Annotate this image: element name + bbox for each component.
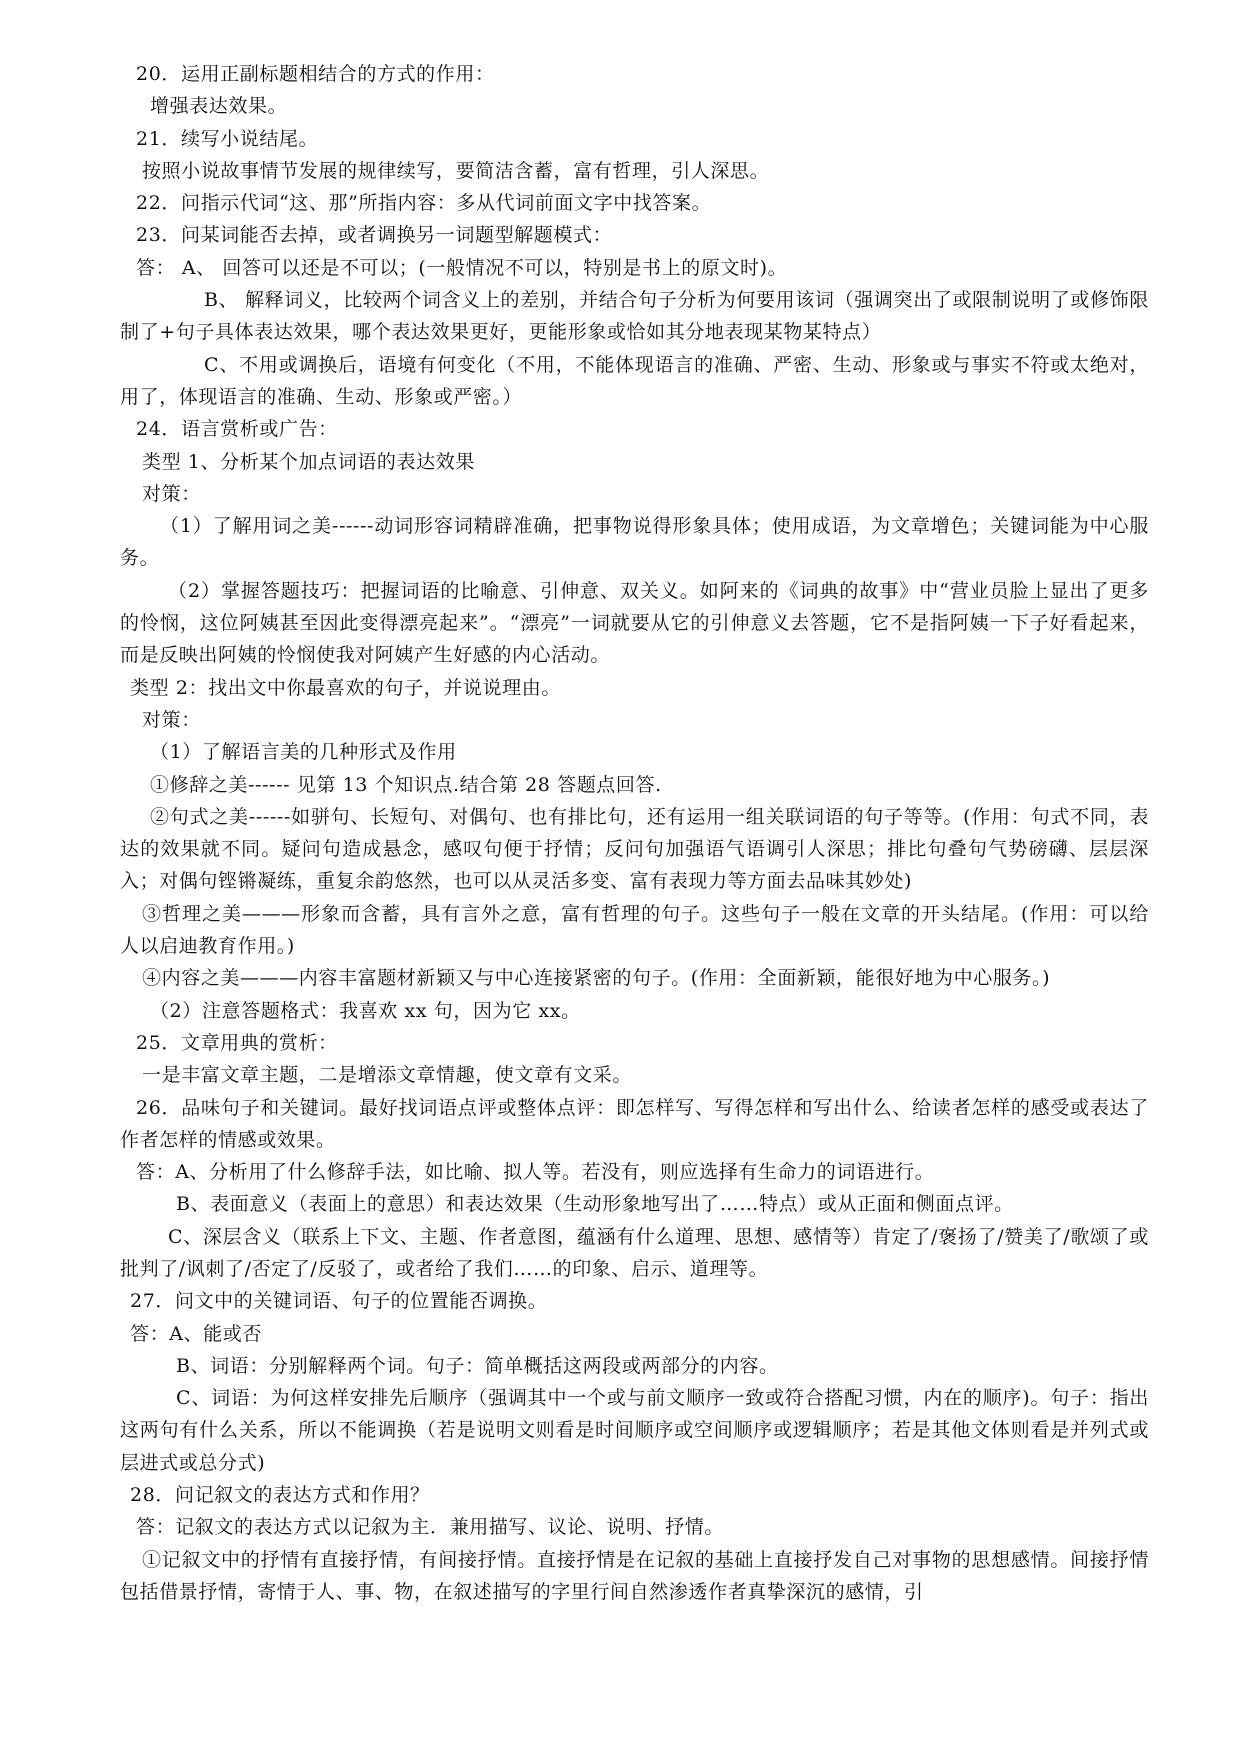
q20-answer: 增强表达效果。	[150, 95, 288, 118]
q24-type2-rhetoric: ①修辞之美------ 见第 13 个知识点.结合第 28 答题点回答.	[150, 773, 662, 796]
q25-heading: 25．文章用典的赏析：	[136, 1031, 338, 1054]
q27-answer-c: C、词语：为何这样安排先后顺序（强调其中一个或与前文顺序一致或符合搭配习惯，内在的顺序)。句子：指出这两句有什么关系，所以不能调换（若是说明文则看是时间顺序或空间顺序或逻辑顺序；若是其他文体则看是并列式或层进式或总分式)	[120, 1387, 1149, 1474]
q27-heading: 27．问文中的关键词语、句子的位置能否调换。	[130, 1290, 548, 1313]
q24-type2: 类型 2：找出文中你最喜欢的句子，并说说理由。	[130, 676, 561, 699]
q23-answer-a: 答： A、 回答可以还是不可以；(一般情况不可以，特别是书上的原文时)。	[136, 256, 788, 279]
q24-type2-strategy: 对策：	[142, 708, 201, 731]
q25-answer: 一是丰富文章主题，二是增添文章情趣，使文章有文采。	[142, 1064, 633, 1087]
q26-answer-c: C、深层含义（联系上下文、主题、作者意图，蕴涵有什么道理、思想、感情等）肯定了/褒扬了/赞美了/歌颂了或批判了/讽刺了/否定了/反驳了，或者给了我们……的印象、启示、道理等。	[120, 1225, 1149, 1280]
q26-answer-b: B、表面意义（表面上的意思）和表达效果（生动形象地写出了……特点）或从正面和侧面点评。	[176, 1193, 1014, 1216]
q24-type2-philosophy: ③哲理之美———形象而含蓄，具有言外之意，富有哲理的句子。这些句子一般在文章的开头结尾。(作用：可以给人以启迪教育作用。)	[120, 902, 1149, 958]
q24-type1-point2: （2）掌握答题技巧：把握词语的比喻意、引伸意、双关义。如阿来的《词典的故事》中“营业员脸上显出了更多的怜悯，这位阿姨甚至因此变得漂亮起来”。“漂亮”一词就要从它的引伸意义去答题，它不是指阿姨一下子好看起来，而是反映出阿姨的怜悯使我对阿姨产生好感的内心活动。	[120, 579, 1149, 667]
q24-type2-point1: （1）了解语言美的几种形式及作用	[150, 741, 457, 764]
q24-type2-content: ④内容之美———内容丰富题材新颖又与中心连接紧密的句子。(作用：全面新颖，能很好地为中心服务。)	[142, 967, 1051, 990]
q24-type1-point1: （1）了解用词之美------动词形容词精辟准确，把事物说得形象具体；使用成语，为文章增色；关键词能为中心服务。	[120, 515, 1149, 570]
q23-answer-b: B、 解释词义，比较两个词含义上的差别，并结合句子分析为何要用该词（强调突出了或限制说明了或修饰限制了+句子具体表达效果，哪个表达效果更好，更能形象或恰如其分地表现某物某特点）	[120, 289, 1149, 344]
q28-answer: 答：记叙文的表达方式以记叙为主．兼用描写、议论、说明、抒情。	[136, 1516, 725, 1539]
q24-type2-sentence: ②句式之美------如骈句、长短句、对偶句、也有排比句，还有运用一组关联词语的句子等等。(作用：句式不同，表达的效果就不同。疑问句造成悬念，感叹句便于抒情；反问句加强语气语调引人深思；排比句叠句气势磅礴、层层深入；对偶句铿锵凝练，重复余韵悠然，也可以从灵活多变、富有表现力等方面去品味其妙处)	[120, 805, 1149, 893]
q23-heading: 23．问某词能否去掉，或者调换另一词题型解题模式：	[136, 224, 613, 247]
q28-point1: ①记叙文中的抒情有直接抒情，有间接抒情。直接抒情是在记叙的基础上直接抒发自己对事物的思想感情。间接抒情包括借景抒情，寄情于人、事、物，在叙述描写的字里行间自然渗透作者真挚深沉的感情，引	[120, 1548, 1149, 1603]
q27-answer-b: B、词语：分别解释两个词。句子：简单概括这两段或两部分的内容。	[176, 1354, 779, 1377]
q21-answer: 按照小说故事情节发展的规律续写，要简洁含蓄，富有哲理，引人深思。	[142, 159, 770, 182]
q24-type1: 类型 1、分析某个加点词语的表达效果	[142, 450, 475, 473]
q27-answer-a: 答：A、能或否	[130, 1322, 262, 1345]
q24-heading: 24．语言赏析或广告：	[136, 418, 338, 441]
q26-heading: 26．品味句子和关键词。最好找词语点评或整体点评：即怎样写、写得怎样和写出什么、给读者怎样的感受或表达了作者怎样的情感或效果。	[120, 1096, 1149, 1151]
q21-heading: 21．续写小说结尾。	[136, 127, 319, 150]
q26-answer-a: 答：A、分析用了什么修辞手法，如比喻、拟人等。若没有，则应选择有生命力的词语进行。	[136, 1161, 935, 1184]
q24-type2-point2: （2）注意答题格式：我喜欢 xx 句，因为它 xx。	[150, 999, 581, 1022]
q20-heading: 20．运用正副标题相结合的方式的作用：	[136, 63, 495, 85]
q22-heading: 22．问指示代词“这、那”所指内容：多从代词前面文字中找答案。	[136, 192, 712, 215]
q23-answer-c: C、不用或调换后，语境有何变化（不用，不能体现语言的准确、严密、生动、形象或与事实不符或太绝对，用了，体现语言的准确、生动、形象或严密。）	[120, 353, 1149, 408]
q24-type1-strategy: 对策：	[142, 482, 201, 505]
q28-heading: 28．问记叙文的表达方式和作用？	[130, 1484, 430, 1507]
